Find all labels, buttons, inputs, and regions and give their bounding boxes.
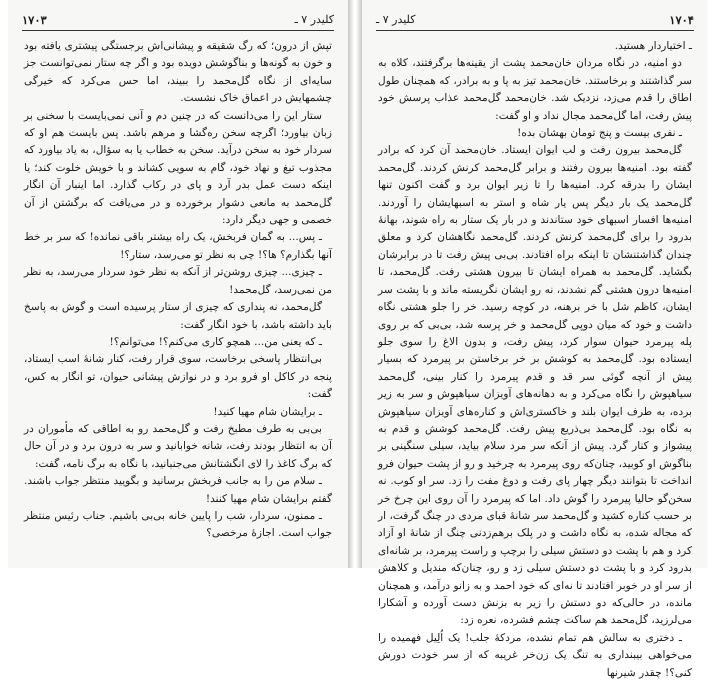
paragraph: گل‌محمد بیرون رفت و لب ایوان ایستاد. خان‌محمد آن کرد که برادر گفته بود. امنیه‌ها بیرون رفتند و برابر گل‌محمد کرنش کردند. گل‌محمد ایشان را بدرقه کرد. امنیه‌ها را تا زیر ایوان برد و گفت اکنون تنها گل‌محمد یک بار دیگر پس یار شاه و استر به اسبهایشان را آوردند. امنیه‌ها افسار اسبهای خود ستاندند و در بار یک ستار به راه شوند، بهانهٔ بدرود را برای گل‌محمد کرنش کردند. گل‌محمد نگاهشان کرد و معلق چندان گذاشتنشان تا اینکه براه افتادند. بی‌بی پیش رفت تا در برابرشان بگشاید. گل‌محمد به همراه ایشان تا بیرون هشتی رفت. گل‌محمد، تا امنیه‌ها درون هشتی گم نشدند، نه رو ایشان نگریسته ماند و با پشت سر ایشان، کاظم شل با خر برهنه، در کوچه رسید. خر را جلو هشتی نگاه داشت و خود که میان دوپی گل‌محمد و خر پرسه شد، بی‌بی که بر روی پله پیرمرد حیوان سوار کرد، پیش رفت، و بدون الاغ را سوی جلو ایستاده بود. گل‌محمد به کوشش بر خر برخاستن بر پیرمرد که بسیار پیش از آنچه گوئی سر قد و قدم پیرمرد را کنار بینی، گل‌محمد سیاهپوش را نگاه می‌کرد و به دهانه‌های آویزان سیاهپوش و سر به زیر برده، به طرف ایوان بلند و خاکستری‌اش و کناره‌های آویزان سیاهپوش به نگاه بود. گل‌محمد بی‌ذریع پیش رفت. گل‌محمد کوشش و قدم به پیشواز و کنار گرد. پیش از آنکه سر مرد سلام بیاید، سیلی سنگینی بر بناگوش او کوبید، چنان‌که روی پیرمرد به چرخید و رو از پشت حیوان فرو انداخت تا بتوانند دیگر چهار پای رفت و دوغ مفت را زد. سر او کوب. نه سخن‌گو حالیا پیرمرد را گوش داد. اما که پیرمرد را آن روی این چرخ خر بر حسب کناره کشید و گل‌محمد سر شانهٔ قبای مردی در چنگ گرفت، ار که مجاله شده، به نگاه داشت و در پلک برهم‌زدنی چنگ از شانهٔ او آزاد کرد و هم با پشت دو دستش سیلی را برچپ و راست پیرمرد، بر شانه‌ای بدرود کرد و با پشت دو دستش سیلی زد و رو، چنان‌که مندیل و کلاهش از سر او در خوبر افتادند تا نه‌ای که خود احمد و به زانو درآمد، و همچنان مانده، در حالی‌که دو دستش را زیر به بزنش دست آورده و آشکارا می‌لرزید، گل‌محمد هم ساکت چشم فشرده، نعره زد: — [378, 144, 692, 627]
paragraph: بی‌انتظار پاسخی برخاست، سوی قرار رفت، کنار شانهٔ اسب ایستاد، پنجه در کاکل او فرو برد و در نوازش پیشانی حیوان، تو انگار به کس، گفت: — [24, 353, 332, 401]
right-page-header — [376, 12, 694, 30]
book-gutter — [348, 0, 362, 568]
left-page-body — [24, 38, 332, 558]
dialogue-line: ـ چیزی... چیزی روشن‌تر از آنکه به نظر خود سردار می‌رسد، به نظر من نمی‌رسد، گل‌محمد! — [24, 266, 332, 296]
dialogue-line: ـ که یعنی من... همچو کاری می‌کنم؟! می‌توانم؟! — [109, 335, 322, 348]
paragraph: دو امنیه، در نگاه مردان خان‌محمد پشت از یقینه‌ها برگرفتند، کلاه به سر گذاشتند و برخاستند. خان‌محمد تیز به پا و به برادر، که همچنان طول اطاق را قدم می‌زد، نزدیک شد. خان‌محمد گل‌محمد عذاب پرسش خود پیش رفت، اما گل‌محمد مجال نداد و او گفت: — [378, 57, 692, 122]
dialogue-line: ـ اختیاردار هستید. — [614, 40, 692, 52]
paragraph: ستار این را می‌دانست که در چنین دم و آنی نمی‌بایست با سخنی بر زبان بیاورد؛ اگرچه سخن ره‌گشا و مرهم باشد. پس بایست هم او که سردار خود به سخن درآید. سخن به خطاب یا به سؤال، به یاد بیاورد که مجذوب تیغ و نهاد خود، گام به سویی کشاند و با خویش خلوت کند؛ یا اینکه دست عمل بدر آرد و پای در رکاب گذارد. اما اینبار آن انگار گل‌محمد به مانعی دشوار برخورده و در می‌یافت که برگشتن از آن خصمی و جهی دیگر دارد: — [24, 109, 332, 227]
dialogue-line: ـ نفری بیست و پنج تومان بهشان بده! — [517, 127, 682, 140]
page-number: ۱۷۰۳ — [22, 13, 47, 27]
paragraph: گل‌محمد، نه پنداری که چیزی از ستار پرسیده است و گوش به پاسخ باید داشته باشد، با خود انگار گفت: — [24, 301, 332, 331]
dialogue-line: ـ ممنون، سردار، شب را پایین خانه بی‌بی باشیم. جناب رئیس منتظر جواب است. اجازهٔ مرخصی؟ — [24, 509, 332, 540]
header-rule — [22, 30, 334, 31]
dialogue-line: ـ سلام من را به جانب فربخش برسانید و بگویید منتظر جواب باشند. گفتم برایشان شام مهیا کنند! — [24, 475, 332, 505]
dialogue-line: ـ دختری به سالش هم تمام نشده، مردکهٔ جلب! یک اُلِیل فهمیده را می‌خواهی بیبنداری به تنگ یک زن‌خر غریبه که از سر خودت دورش کنی؟! چقدر شیرنها — [378, 631, 692, 679]
page-number: ۱۷۰۴ — [669, 13, 694, 27]
paragraph: بی‌بی به طرف مطبخ رفت و گل‌محمد رو به اطاقی که مأموران در آن به انتظار بودند رفت، شانه خوابانید و سر به درون برد و در آن حال که برگ کاغذ را لای انگشتانش می‌جنبانید، با نگاه به برگ نامه، گفت: — [24, 422, 332, 470]
running-title: کلیدر ۷ ـ — [376, 13, 416, 26]
running-title: کلیدر ۷ ـ — [294, 13, 334, 26]
paragraph: تپش از درون؛ که رگ شقیقه و پیشانی‌اش برجستگی پیشتری یافته بود و خون به گونه‌ها و بناگوشش دویده بود و اگر چه ستار نمی‌توانست جز سایه‌ای از نگاه گل‌محمد را ببیند، اما حس می‌کرد که خیرگی چشمهایش در اعماق خاک نشست. — [24, 40, 332, 105]
right-page-body — [378, 38, 692, 679]
left-page — [8, 0, 348, 568]
dialogue-line: ـ پس... به گمان فربخش، یک راه بیشتر باقی نمانده! که سر بر خط آنها بگذارم؟ ها؟! چی به نظر تو می‌رسد، ستار؟! — [24, 231, 332, 261]
header-rule — [376, 30, 694, 31]
left-page-header — [22, 12, 334, 30]
right-page — [362, 0, 708, 679]
dialogue-line: ـ برایشان شام مهیا کنید! — [213, 405, 322, 418]
